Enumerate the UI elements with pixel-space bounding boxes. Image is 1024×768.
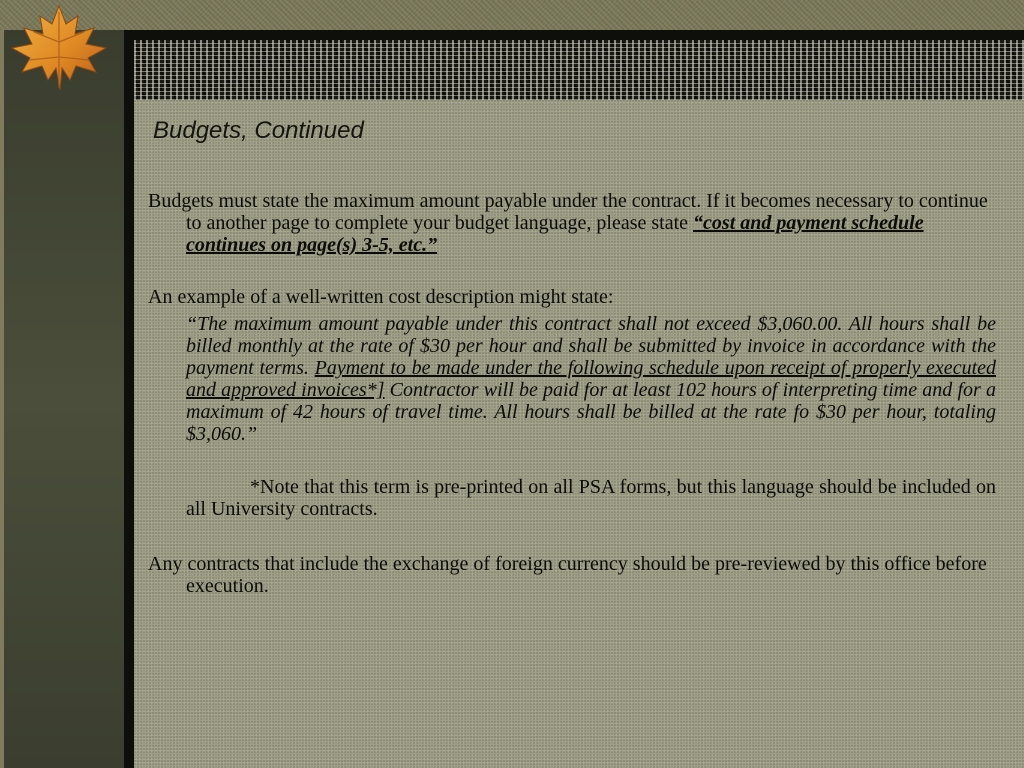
footnote-paragraph: *Note that this term is pre-printed on all PSA forms, but this language should be included on all University contracts. (186, 476, 996, 520)
slide-body (148, 190, 996, 597)
example-quote (186, 313, 996, 445)
example-intro-paragraph: An example of a well-written cost description might state: (148, 286, 614, 308)
header-texture-strip (134, 40, 1024, 100)
quote-underlined-text: Payment to be made under the following schedule upon receipt of properly executed and approved invoices*] (186, 357, 996, 401)
quote-text-part1: “The maximum amount payable under this contract shall not exceed $3,060.00. All hours shall be billed monthly at the rate of $30 per hour and shall be submitted by invoice in accordance with the payment terms. (186, 313, 996, 379)
continuation-phrase: “cost and payment schedule continues on page(s) 3-5, etc.” (186, 212, 924, 256)
maple-leaf-icon (4, 2, 114, 92)
vertical-frame-divider (124, 30, 134, 768)
top-texture-band (0, 0, 1024, 30)
top-frame-bar (124, 30, 1024, 40)
budget-paragraph-text: Budgets must state the maximum amount payable under the contract. If it becomes necessary to continue to another page to complete your budget language, please state (148, 190, 988, 234)
quote-text-part2: Contractor will be paid for at least 102 hours of interpreting time and for a maximum of 42 hours of travel time. All hours shall be billed at the rate fo $30 per hour, totaling $3,060.” (186, 379, 996, 445)
budget-paragraph (148, 190, 996, 256)
foreign-currency-paragraph: Any contracts that include the exchange of foreign currency should be pre-reviewed by this office before execution. (148, 553, 987, 597)
slide-title: Budgets, Continued (153, 117, 364, 144)
left-decorative-column (4, 30, 124, 768)
